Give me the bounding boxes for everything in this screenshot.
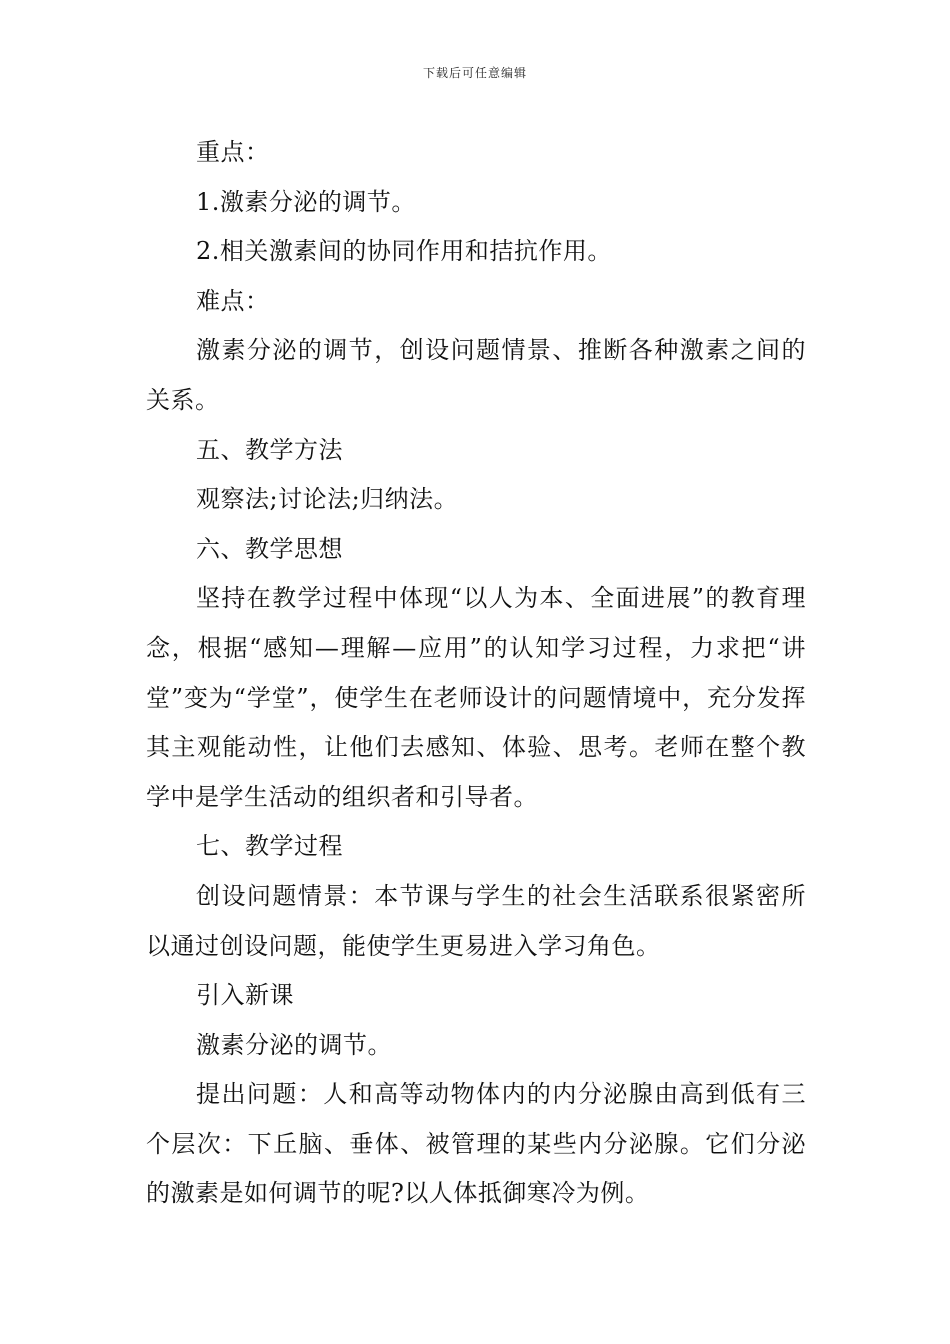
paragraph-difficulties-heading: 难点： — [196, 286, 270, 315]
section-heading-teaching-process: 七、教学过程 — [196, 832, 343, 861]
paragraph-problem-scenario: 创设问题情景：本节课与学生的社会生活联系很紧密所以通过创设问题，能使学生更易进入学习角色。 — [146, 881, 806, 960]
page-header-note: 下载后可任意编辑 — [422, 66, 527, 80]
section-heading-teaching-philosophy: 六、教学思想 — [196, 534, 343, 563]
paragraph-key-points-heading: 重点： — [196, 138, 270, 166]
paragraph-difficulties: 激素分泌的调节，创设问题情景、推断各种激素之间的关系。 — [146, 336, 806, 414]
section-heading-teaching-methods: 五、教学方法 — [196, 435, 343, 464]
paragraph-key-point-2: 2.相关激素间的协同作用和拮抗作用。 — [196, 237, 612, 266]
document-body — [146, 128, 806, 1219]
paragraph-teaching-methods: 观察法;讨论法;归纳法。 — [196, 485, 459, 514]
paragraph-question: 提出问题：人和高等动物体内的内分泌腺由高到低有三个层次：下丘脑、垂体、被管理的某些内分泌腺。它们分泌的激素是如何调节的呢?以人体抵御寒冷为例。 — [146, 1080, 806, 1208]
paragraph-new-lesson-heading: 引入新课 — [196, 981, 294, 1010]
paragraph-hormone-regulation: 激素分泌的调节。 — [196, 1030, 392, 1059]
paragraph-teaching-philosophy: 坚持在教学过程中体现“以人为本、全面进展”的教育理念，根据“感知—理解—应用”的认知学习过程，力求把“讲堂”变为“学堂”，使学生在老师设计的问题情境中，充分发挥其主观能动性，让他们去感知、体验、思考。老师在整个教学中是学生活动的组织者和引导者。 — [146, 584, 806, 811]
paragraph-key-point-1: 1.激素分泌的调节。 — [196, 187, 416, 216]
